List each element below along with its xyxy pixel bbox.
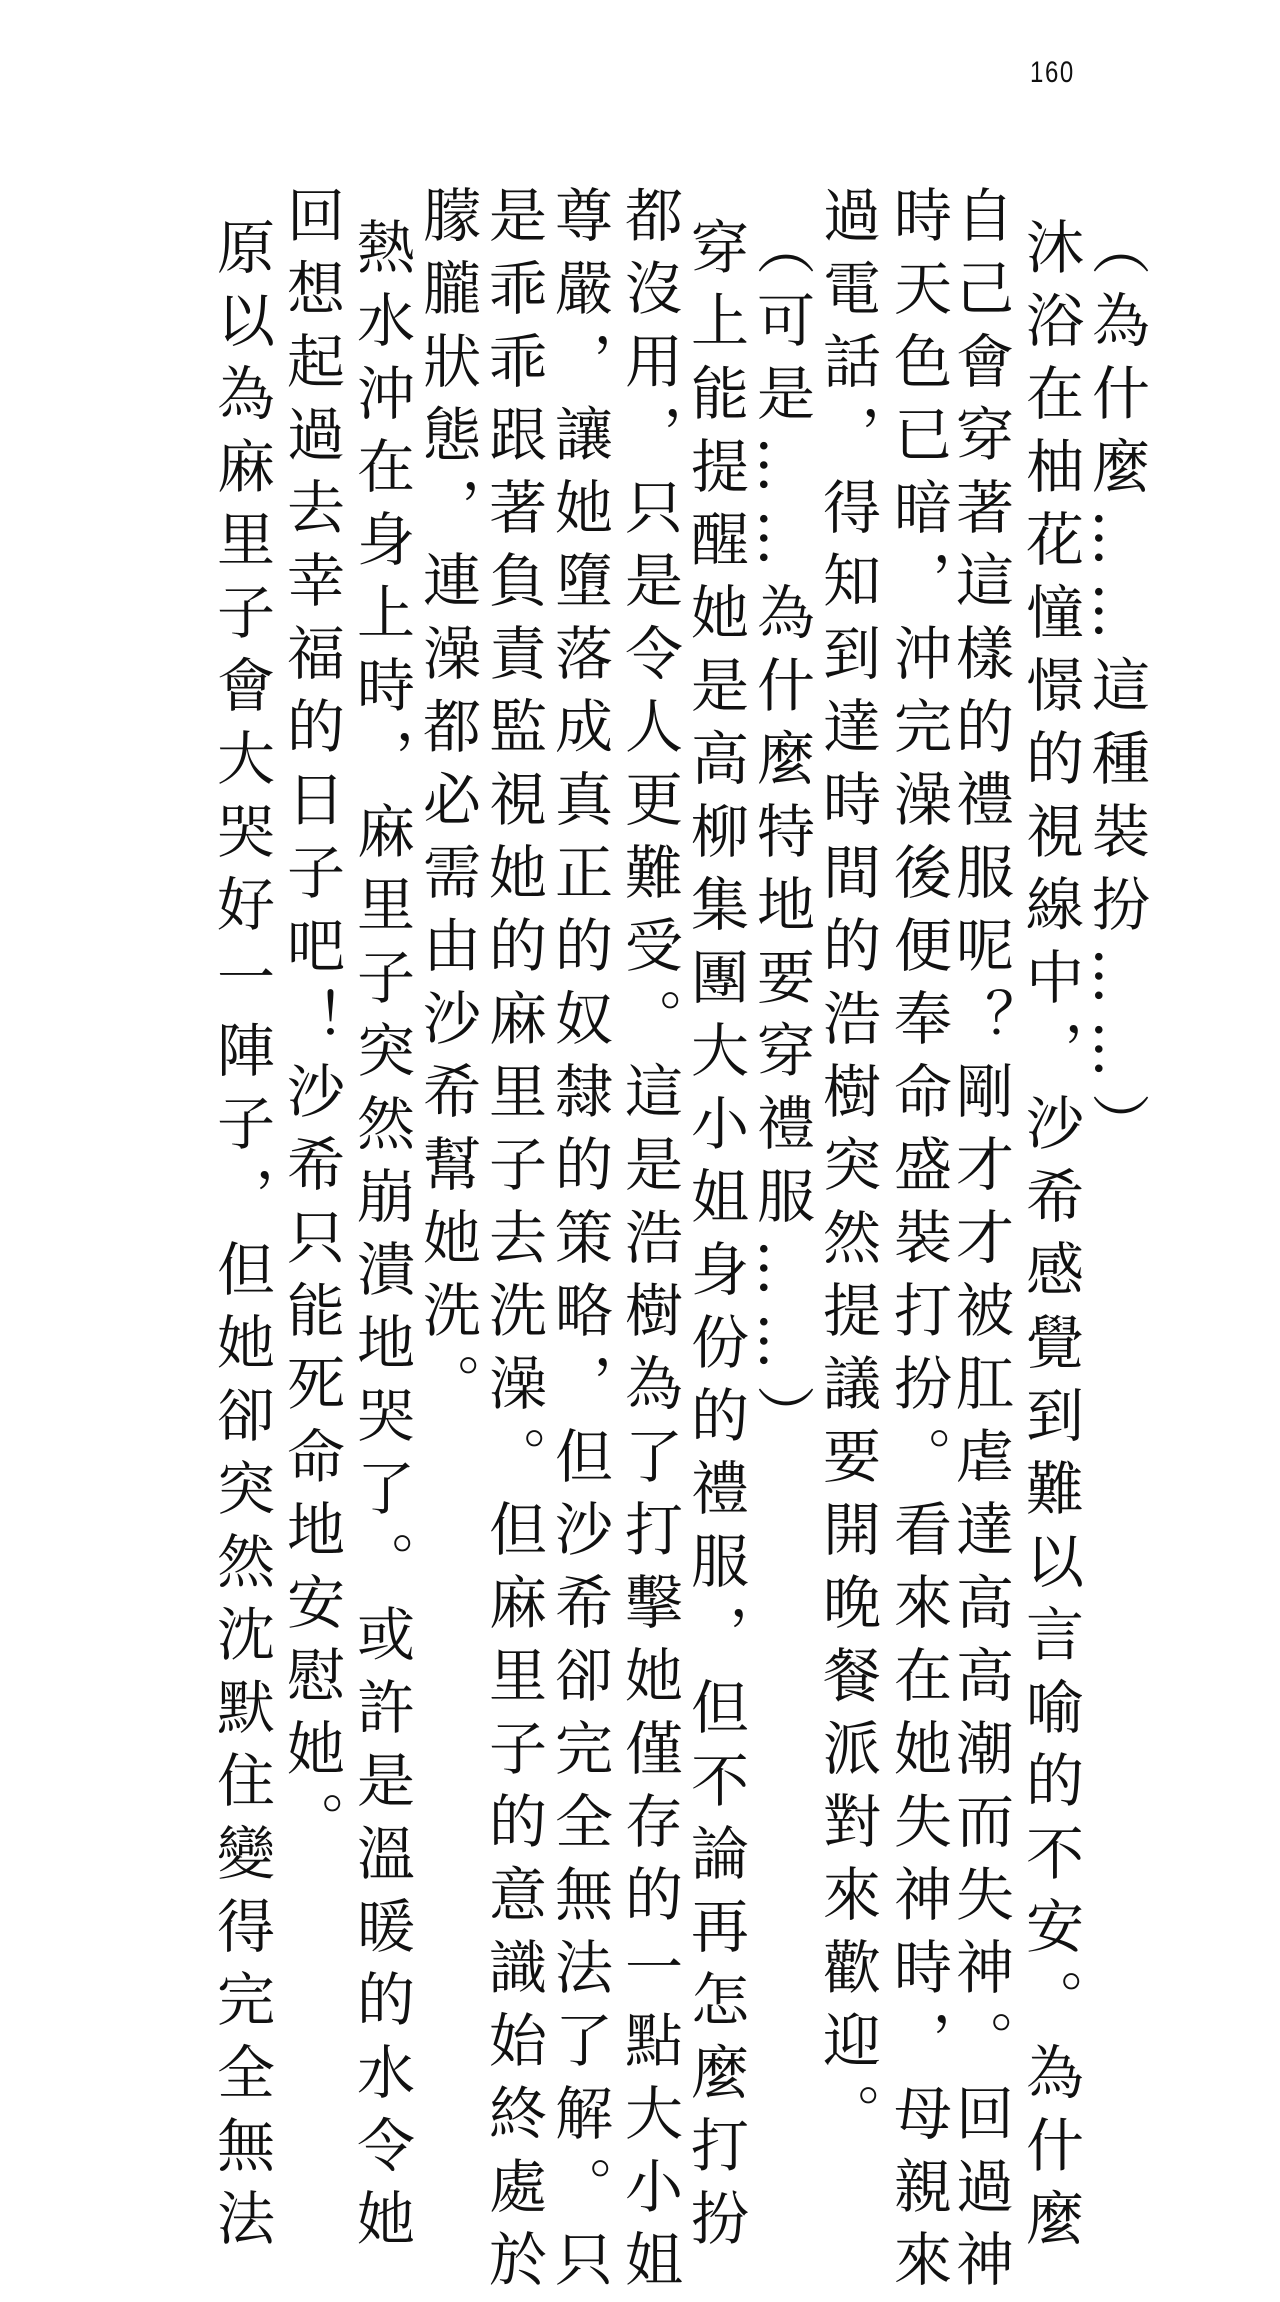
- text-column: 過電話，得知到達時間的浩樹突然提議要開晚餐派對來歡迎。: [813, 185, 881, 2156]
- text-column: 原以為麻里子會大哭好一陣子，但她卻突然沈默住變得完全無法: [207, 217, 275, 2261]
- text-column: 回想起過去幸福的日子吧！沙希只能死命地安慰她。: [277, 185, 345, 1864]
- page-number: 160: [1030, 56, 1075, 89]
- text-column: 尊嚴，讓她墮落成真正的奴隸的策略，但沙希卻完全無法了解。只: [545, 185, 613, 2302]
- text-column: 時天色已暗，沖完澡後便奉命盛裝打扮。看來在她失神時，母親來: [884, 185, 952, 2302]
- text-column: 都沒用，只是令人更難受。這是浩樹為了打擊她僅存的一點大小姐: [615, 185, 683, 2302]
- text-column: （為什麼……這種裝扮……）: [1082, 217, 1150, 1166]
- text-column: （可是……為什麼特地要穿禮服……）: [747, 217, 815, 1458]
- text-column: 自己會穿著這樣的禮服呢？剛才才被肛虐達高高潮而失神。回過神: [946, 185, 1014, 2302]
- text-column: 朦朧狀態，連澡都必需由沙希幫她洗。: [413, 185, 481, 1426]
- text-column: 熱水沖在身上時，麻里子突然崩潰地哭了。或許是溫暖的水令她: [347, 217, 415, 2261]
- text-column: 穿上能提醒她是高柳集團大小姐身份的禮服，但不論再怎麼打扮: [681, 217, 749, 2261]
- text-column: 沐浴在柚花憧憬的視線中，沙希感覺到難以言喻的不安。為什麼: [1016, 217, 1084, 2261]
- text-column: 是乖乖跟著負責監視她的麻里子去洗澡。但麻里子的意識始終處於: [479, 185, 547, 2302]
